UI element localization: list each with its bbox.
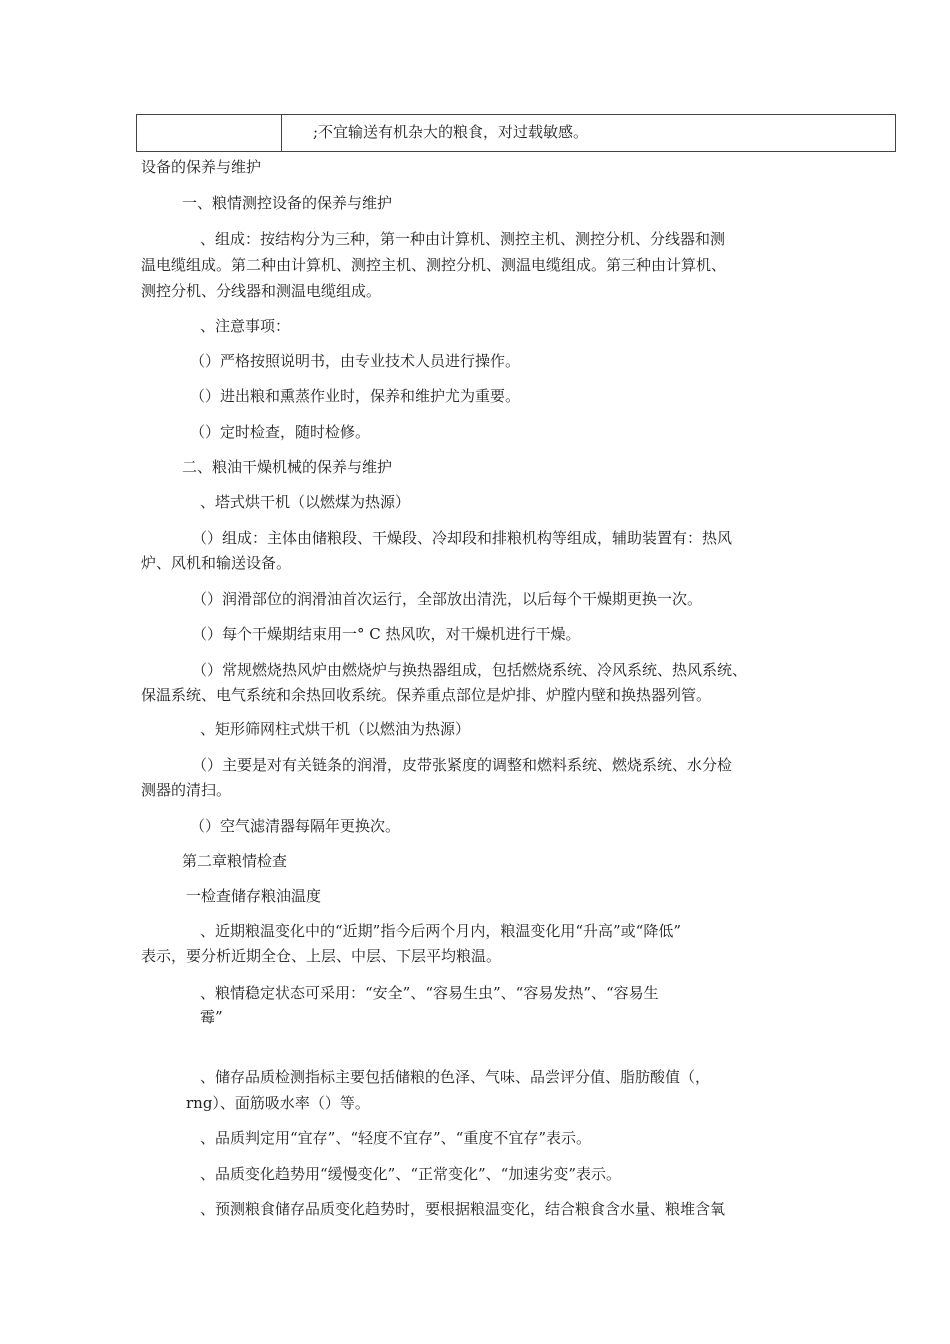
paragraph-line: 、预测粮食储存品质变化趋势时，要根据粮温变化，结合粮食含水量、粮堆含氧 — [200, 1200, 726, 1218]
subsection-heading: 二、粮油干燥机械的保养与维护 — [182, 458, 393, 476]
paragraph-line: 、粮情稳定状态可采用：“安全”、“容易生虫”、“容易发热”、“容易生 — [200, 984, 659, 1002]
list-item: （）常规燃烧热风炉由燃烧炉与换热器组成，包括燃烧系统、冷风系统、热风系统、 — [192, 661, 748, 679]
paragraph-line: 温电缆组成。第二种由计算机、测控主机、测控分机、测温电缆组成。第三种由计算机、 — [141, 256, 727, 274]
list-item: （）润滑部位的润滑油首次运行，全部放出清洗，以后每个干燥期更换一次。 — [192, 590, 703, 608]
paragraph-line: 测控分机、分线器和测温电缆组成。 — [141, 282, 382, 300]
paragraph-line: 、储存品质检测指标主要包括储粮的色泽、气味、品尝评分值、脂肪酸值（， — [200, 1068, 711, 1086]
paragraph-line: 、矩形筛网柱式烘干机（以燃油为热源） — [200, 720, 471, 738]
paragraph-line: 、品质变化趋势用“缓慢变化”、“正常变化”、“加速劣变”表示。 — [200, 1165, 622, 1183]
paragraph-line: 、近期粮温变化中的“近期”指今后两个月内，粮温变化用“升高”或“降低” — [200, 922, 682, 940]
subsection-heading: 一、粮情测控设备的保养与维护 — [182, 194, 393, 212]
list-item: （）组成：主体由储粮段、干燥段、冷却段和排粮机构等组成，辅助装置有：热风 — [192, 529, 733, 547]
paragraph-line: 、注意事项： — [200, 317, 291, 335]
paragraph-line: 保温系统、电气系统和余热回收系统。保养重点部位是炉排、炉膛内壁和换热器列管。 — [141, 686, 712, 704]
list-item: （）严格按照说明书，由专业技术人员进行操作。 — [190, 352, 521, 370]
chapter-heading: 第二章粮情检查 — [182, 852, 288, 870]
list-item: （）每个干燥期结束用一° C 热风吹，对干燥机进行干燥。 — [192, 625, 581, 643]
list-item: （）主要是对有关链条的润滑，皮带张紧度的调整和燃料系统、燃烧系统、水分检 — [192, 756, 733, 774]
list-item: （）空气滤清器每隔年更换次。 — [190, 817, 401, 835]
paragraph-line: 霉” — [200, 1008, 223, 1026]
paragraph-line: 测器的清扫。 — [141, 781, 232, 799]
subsection-heading: 一检查储存粮油温度 — [186, 887, 322, 905]
list-item: （）定时检查，随时检修。 — [190, 423, 371, 441]
table-cell-right: ;不宜输送有机杂大的粮食，对过载敏感。 — [313, 123, 589, 141]
paragraph-line: 、品质判定用“宜存”、“轻度不宜存”、“重度不宜存”表示。 — [200, 1129, 592, 1147]
section-heading: 设备的保养与维护 — [141, 158, 262, 176]
list-item: （）进出粮和熏蒸作业时，保养和维护尤为重要。 — [190, 387, 521, 405]
table-cell-left — [137, 115, 282, 151]
table-row — [136, 114, 896, 152]
paragraph-line: 、组成：按结构分为三种，第一种由计算机、测控主机、测控分机、分线器和测 — [200, 230, 726, 248]
paragraph-line: 表示，要分析近期全仓、上层、中层、下层平均粮温。 — [141, 947, 502, 965]
paragraph-line: 、塔式烘干机（以燃煤为热源） — [200, 493, 411, 511]
paragraph-line: rng）、面筋吸水率（）等。 — [186, 1094, 370, 1112]
paragraph-line: 炉、风机和输送设备。 — [141, 554, 292, 572]
